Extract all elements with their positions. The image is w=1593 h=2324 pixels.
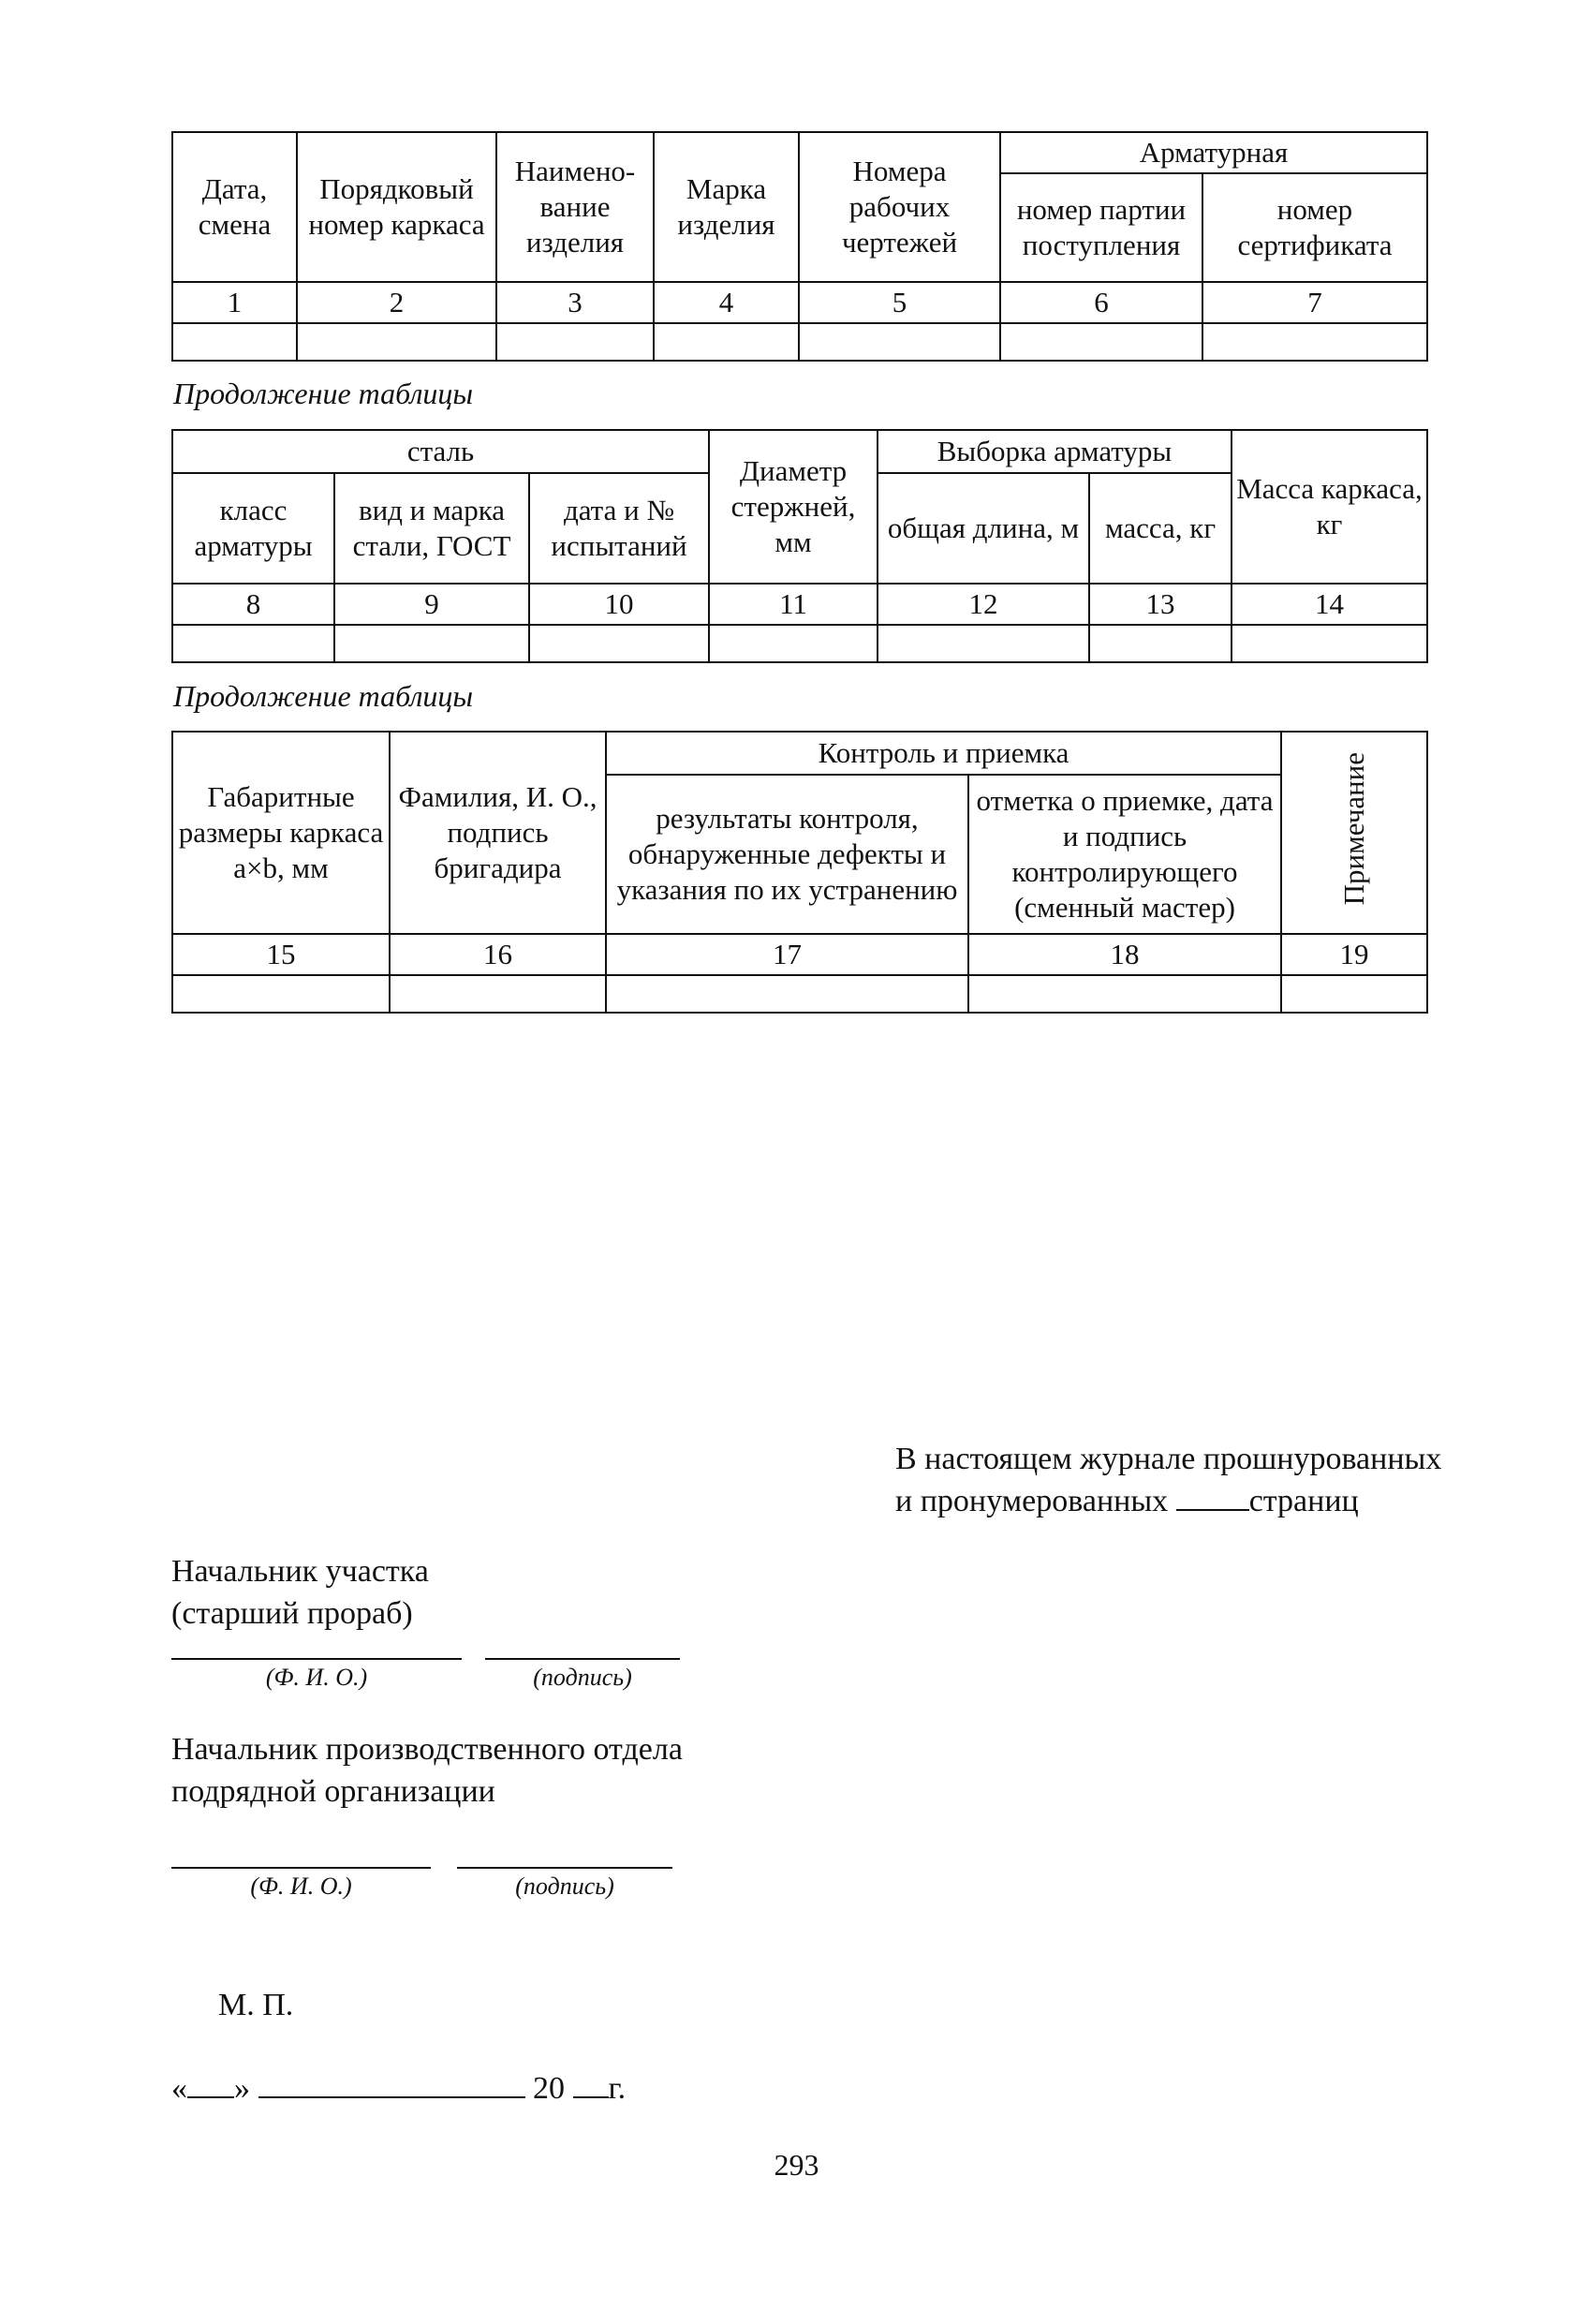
journal-note-line1: В настоящем журнале прошнурованных xyxy=(895,1442,1442,1476)
sign2-sign-line[interactable] xyxy=(457,1867,672,1869)
sign2-title: Начальник производственного отдела подрядной организации xyxy=(171,1732,683,1809)
header-product-name: Наимено-вание изделия xyxy=(496,132,654,282)
empty-cell[interactable] xyxy=(334,625,529,662)
column-number: 11 xyxy=(709,584,878,625)
column-number: 13 xyxy=(1089,584,1232,625)
column-number: 15 xyxy=(172,934,390,975)
column-number: 5 xyxy=(799,282,1000,323)
header-dimensions: Габаритные размеры каркаса a×b, мм xyxy=(172,732,390,934)
header-control-results: результаты контроля, обнаруженные дефекты и указания по их устранению xyxy=(606,775,968,934)
column-number: 9 xyxy=(334,584,529,625)
empty-cell[interactable] xyxy=(968,975,1281,1013)
column-number: 17 xyxy=(606,934,968,975)
header-note-cell xyxy=(1281,732,1427,934)
header-certificate-number: номер сертификата xyxy=(1202,173,1427,282)
column-number: 8 xyxy=(172,584,334,625)
column-number: 6 xyxy=(1000,282,1202,323)
empty-cell[interactable] xyxy=(390,975,606,1013)
sign1-sign-line[interactable] xyxy=(485,1658,680,1660)
journal-note xyxy=(895,1439,1441,1523)
header-foreman: Фамилия, И. О., подпись бригадира xyxy=(390,732,606,934)
header-rebar-class: класс арматуры xyxy=(172,473,334,584)
table-rebar-receipt xyxy=(171,131,1428,362)
column-number: 12 xyxy=(878,584,1089,625)
header-diameter: Диаметр стержней, мм xyxy=(709,430,878,584)
header-frame-mass: Масса каркаса, кг xyxy=(1232,430,1427,584)
sign1-sign-caption: (подпись) xyxy=(533,1664,632,1691)
empty-cell[interactable] xyxy=(172,323,297,361)
column-number: 3 xyxy=(496,282,654,323)
sign1-name-caption: (Ф. И. О.) xyxy=(265,1664,368,1691)
empty-cell[interactable] xyxy=(1089,625,1232,662)
header-date: Дата, смена xyxy=(172,132,297,282)
table-control-acceptance xyxy=(171,731,1428,1014)
date-line: « » 20 г. xyxy=(171,2071,627,2106)
header-product-mark: Марка изделия xyxy=(654,132,799,282)
column-number: 10 xyxy=(529,584,709,625)
header-control-group: Контроль и приемка xyxy=(606,732,1281,775)
header-steel-group: сталь xyxy=(172,430,709,473)
empty-cell[interactable] xyxy=(529,625,709,662)
sign2-sign-caption: (подпись) xyxy=(515,1873,614,1900)
column-number: 2 xyxy=(297,282,496,323)
column-number: 7 xyxy=(1202,282,1427,323)
empty-cell[interactable] xyxy=(172,975,390,1013)
sign2-name-caption: (Ф. И. О.) xyxy=(250,1873,352,1900)
header-acceptance: отметка о приемке, дата и подпись контролирующего (сменный мастер) xyxy=(968,775,1281,934)
table-row xyxy=(172,323,1427,361)
year-blank[interactable] xyxy=(573,2096,609,2098)
table-steel-data xyxy=(171,429,1428,663)
page-count-blank[interactable] xyxy=(1176,1509,1249,1511)
empty-cell[interactable] xyxy=(799,323,1000,361)
continuation-label: Продолжение таблицы xyxy=(173,679,474,713)
empty-cell[interactable] xyxy=(1000,323,1202,361)
empty-cell[interactable] xyxy=(654,323,799,361)
header-selection-group: Выборка арматуры xyxy=(878,430,1232,473)
empty-cell[interactable] xyxy=(496,323,654,361)
stamp-place: М. П. xyxy=(218,1988,294,2022)
empty-cell[interactable] xyxy=(1202,323,1427,361)
page-number: 293 xyxy=(774,2148,819,2182)
sign1-name-line[interactable] xyxy=(171,1658,462,1660)
empty-cell[interactable] xyxy=(172,625,334,662)
column-number: 19 xyxy=(1281,934,1427,975)
header-rebar-group: Арматурная xyxy=(1000,132,1427,173)
header-steel-grade: вид и марка стали, ГОСТ xyxy=(334,473,529,584)
header-total-length: общая длина, м xyxy=(878,473,1089,584)
journal-note-line2: и пронумерованных страниц xyxy=(895,1483,1359,1518)
empty-cell[interactable] xyxy=(1232,625,1427,662)
day-blank[interactable] xyxy=(187,2096,234,2098)
empty-cell[interactable] xyxy=(606,975,968,1013)
column-number: 1 xyxy=(172,282,297,323)
header-drawings: Номера рабочих чертежей xyxy=(799,132,1000,282)
empty-cell[interactable] xyxy=(878,625,1089,662)
table-row xyxy=(172,625,1427,662)
header-note: Примечание xyxy=(1337,751,1371,906)
empty-cell[interactable] xyxy=(297,323,496,361)
header-batch-number: номер партии поступления xyxy=(1000,173,1202,282)
continuation-label: Продолжение таблицы xyxy=(173,377,474,410)
column-number: 16 xyxy=(390,934,606,975)
sign1-title: Начальник участка (старший прораб) xyxy=(171,1554,429,1631)
month-blank[interactable] xyxy=(258,2096,525,2098)
header-mass: масса, кг xyxy=(1089,473,1232,584)
column-number: 18 xyxy=(968,934,1281,975)
column-number: 14 xyxy=(1232,584,1427,625)
column-number: 4 xyxy=(654,282,799,323)
header-frame-number: Порядковый номер каркаса xyxy=(297,132,496,282)
sign2-name-line[interactable] xyxy=(171,1867,431,1869)
empty-cell[interactable] xyxy=(709,625,878,662)
empty-cell[interactable] xyxy=(1281,975,1427,1013)
header-test-date: дата и № испытаний xyxy=(529,473,709,584)
table-row xyxy=(172,975,1427,1013)
